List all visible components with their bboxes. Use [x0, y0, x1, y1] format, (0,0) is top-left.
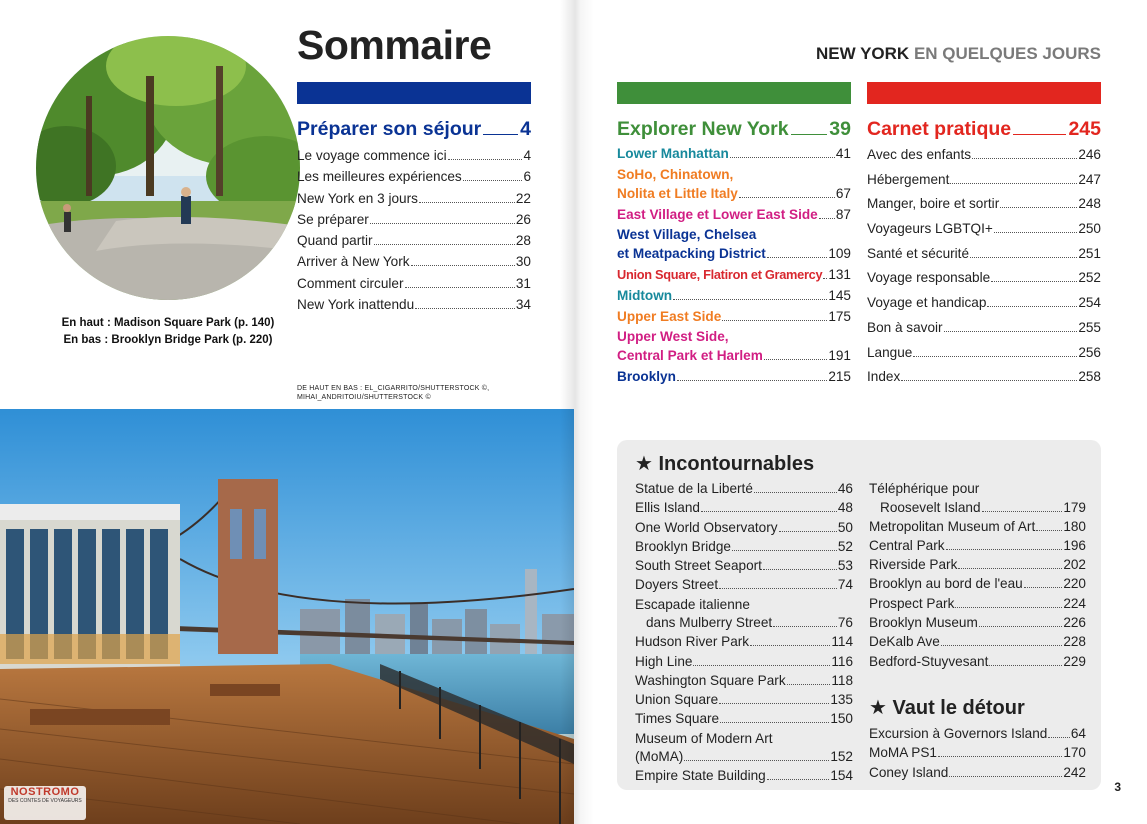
- toc-item-page: 26: [515, 211, 531, 227]
- toc-item-lower-manhattan[interactable]: [617, 146, 851, 167]
- toc-item-page: 250: [1078, 221, 1101, 237]
- preparer-list: [297, 148, 531, 318]
- toc-item[interactable]: [297, 254, 531, 275]
- toc-item-label: New York en 3 jours: [297, 190, 418, 206]
- toc-leader: [448, 159, 523, 160]
- toc-item[interactable]: [867, 320, 1101, 345]
- toc-leader: [1036, 530, 1062, 531]
- toc-item-page: 196: [1063, 537, 1086, 553]
- star-icon: ★: [869, 697, 887, 719]
- toc-item-label-line1: West Village, Chelsea: [617, 227, 757, 243]
- toc-item-label-line1: Escapade italienne: [635, 596, 750, 612]
- toc-item-label: New York inattendu: [297, 297, 415, 313]
- toc-item-page: 170: [1063, 745, 1086, 761]
- toc-item-union-square[interactable]: [617, 267, 851, 288]
- star-icon: ★: [635, 453, 653, 475]
- toc-leader: [941, 645, 1063, 646]
- toc-item[interactable]: [869, 538, 1086, 557]
- section-heading-page: 245: [1068, 118, 1101, 140]
- toc-item-page: 31: [515, 275, 531, 291]
- toc-item-page: 242: [1063, 764, 1086, 780]
- toc-item[interactable]: [869, 765, 1086, 784]
- toc-item-label: Hudson River Park: [635, 634, 750, 650]
- section-heading-page: 4: [520, 118, 531, 140]
- toc-item-label: Empire State Building: [635, 768, 766, 784]
- toc-item-label: DeKalb Ave: [869, 634, 940, 650]
- toc-item-page: 220: [1063, 576, 1086, 592]
- toc-item-label: Midtown: [617, 288, 673, 304]
- toc-leader: [374, 244, 515, 245]
- toc-leader: [719, 703, 829, 704]
- toc-item-label: High Line: [635, 653, 693, 669]
- toc-leader: [819, 218, 835, 219]
- toc-item[interactable]: [869, 615, 1086, 634]
- toc-leader: [779, 531, 837, 532]
- toc-leader: [673, 299, 827, 300]
- toc-item-page: 152: [830, 749, 853, 765]
- toc-item-page: 67: [835, 185, 851, 201]
- toc-leader: [684, 760, 829, 761]
- toc-item-label: Avec des enfants: [867, 147, 972, 162]
- toc-item-page: 154: [830, 768, 853, 784]
- toc-item-page: 248: [1078, 196, 1101, 212]
- toc-item-label-line1: Upper West Side,: [617, 329, 729, 345]
- toc-item-page: 109: [828, 246, 851, 262]
- toc-leader: [1000, 207, 1077, 208]
- toc-item-label: Brooklyn Museum: [869, 614, 978, 630]
- toc-item[interactable]: [867, 369, 1101, 394]
- toc-item-label-line2: Roosevelt Island: [880, 499, 981, 515]
- toc-leader: [946, 549, 1063, 550]
- toc-leader: [994, 232, 1078, 233]
- toc-item-label: Santé et sécurité: [867, 245, 970, 261]
- toc-item[interactable]: [635, 731, 853, 769]
- toc-item-label: Brooklyn Bridge: [635, 538, 731, 554]
- detour-list: [869, 726, 1086, 784]
- toc-item-page: 256: [1078, 344, 1101, 360]
- toc-item[interactable]: [297, 169, 531, 190]
- toc-leader: [982, 511, 1063, 512]
- toc-item-label: Doyers Street: [635, 577, 719, 593]
- photo-caption: [38, 315, 298, 349]
- incontournables-heading: [635, 451, 814, 476]
- section-heading-label: Carnet pratique: [867, 118, 1012, 140]
- toc-item[interactable]: [869, 745, 1086, 764]
- toc-item[interactable]: [867, 147, 1101, 172]
- toc-item-label: One World Observatory: [635, 519, 778, 535]
- incontournables-column-2: [869, 481, 1086, 673]
- toc-item-label-line2: et Meatpacking District: [617, 246, 766, 262]
- toc-item-page: 150: [830, 711, 853, 727]
- toc-item[interactable]: [635, 711, 853, 730]
- caption-line-bottom: En bas : Brooklyn Bridge Park (p. 220): [63, 334, 273, 346]
- toc-item[interactable]: [867, 295, 1101, 320]
- toc-item-page: 114: [831, 634, 853, 650]
- toc-item-page: 191: [828, 348, 851, 364]
- toc-item-page: 258: [1078, 369, 1101, 385]
- toc-item-page: 247: [1078, 171, 1101, 187]
- detour-heading: [869, 695, 1025, 720]
- credit-line-2: MIHAI_ANDRITOIU/SHUTTERSTOCK ©: [297, 394, 431, 401]
- toc-item-page: 52: [837, 538, 853, 554]
- toc-leader: [949, 776, 1062, 777]
- toc-item-label: Se préparer: [297, 211, 369, 227]
- toc-leader: [720, 722, 829, 723]
- toc-item-label: Statue de la Liberté: [635, 481, 753, 496]
- toc-leader: [405, 287, 515, 288]
- toc-leader: [767, 257, 827, 258]
- section-heading-leader: [791, 134, 828, 135]
- toc-leader: [987, 306, 1077, 307]
- toc-item-label: Manger, boire et sortir: [867, 196, 1000, 212]
- toc-item[interactable]: [297, 297, 531, 318]
- toc-leader: [950, 183, 1077, 184]
- toc-item-label: Upper East Side: [617, 308, 722, 324]
- toc-item[interactable]: [635, 597, 853, 635]
- photo-credit: [297, 384, 489, 402]
- carnet-list: [867, 147, 1101, 394]
- toc-item-soho[interactable]: [617, 167, 851, 207]
- section-heading-leader: [1013, 134, 1066, 135]
- toc-item-page: 131: [828, 267, 851, 283]
- toc-item[interactable]: [297, 233, 531, 254]
- toc-item-page: 145: [828, 288, 851, 304]
- toc-item[interactable]: [869, 557, 1086, 576]
- page-number: 3: [1114, 780, 1121, 794]
- toc-item[interactable]: [635, 634, 853, 653]
- toc-item[interactable]: [867, 246, 1101, 271]
- toc-item[interactable]: [635, 692, 853, 711]
- toc-leader: [970, 257, 1077, 258]
- toc-leader: [913, 356, 1077, 357]
- toc-item[interactable]: [297, 212, 531, 233]
- toc-leader: [730, 157, 835, 158]
- toc-leader: [419, 202, 515, 203]
- toc-item[interactable]: [635, 539, 853, 558]
- toc-item-label: East Village et Lower East Side: [617, 206, 818, 222]
- running-header: [816, 44, 1101, 64]
- toc-item-label: Voyage responsable: [867, 270, 991, 286]
- toc-leader: [1024, 587, 1063, 588]
- toc-leader: [415, 308, 515, 309]
- toc-item[interactable]: [867, 345, 1101, 370]
- toc-item[interactable]: [635, 577, 853, 596]
- toc-item-page: 22: [515, 190, 531, 206]
- toc-item-page: 48: [837, 500, 853, 516]
- toc-item[interactable]: [867, 221, 1101, 246]
- section-heading-label: Préparer son séjour: [297, 118, 482, 140]
- toc-item-page: 28: [515, 233, 531, 249]
- toc-item-label: Times Square: [635, 711, 720, 727]
- toc-leader: [739, 197, 835, 198]
- toc-item-page: 41: [835, 146, 851, 161]
- toc-item-label: Brooklyn: [617, 369, 676, 385]
- toc-item-page: 135: [830, 692, 853, 708]
- blue-section-bar: [297, 82, 531, 104]
- toc-item-label: Washington Square Park: [635, 672, 786, 688]
- toc-leader: [767, 779, 830, 780]
- toc-item-label-line2: (MoMA): [635, 749, 684, 765]
- toc-item[interactable]: [867, 172, 1101, 197]
- toc-item-page: 202: [1063, 557, 1086, 573]
- toc-leader: [754, 492, 837, 493]
- section-heading-leader: [483, 134, 518, 135]
- toc-item-page: 224: [1063, 595, 1086, 611]
- toc-item-label: Excursion à Governors Island: [869, 726, 1048, 741]
- toc-item-label: Quand partir: [297, 233, 373, 249]
- toc-item[interactable]: [635, 558, 853, 577]
- toc-item[interactable]: [869, 726, 1086, 745]
- red-section-bar: [867, 82, 1101, 104]
- toc-item-page: 116: [831, 653, 853, 669]
- running-header-sub: EN QUELQUES JOURS: [913, 44, 1101, 63]
- toc-item-page: 64: [1070, 726, 1086, 741]
- toc-item-label: Metropolitan Museum of Art: [869, 518, 1036, 534]
- toc-item-label: Le voyage commence ici: [297, 148, 447, 163]
- toc-item[interactable]: [867, 196, 1101, 221]
- nostromo-logo: [4, 786, 86, 820]
- toc-item-label: Comment circuler: [297, 275, 404, 291]
- section-heading-carnet[interactable]: [867, 118, 1101, 141]
- toc-item[interactable]: [297, 276, 531, 297]
- toc-item-brooklyn[interactable]: [617, 369, 851, 390]
- toc-leader: [750, 645, 830, 646]
- toc-item[interactable]: [297, 191, 531, 212]
- toc-item-page: 251: [1078, 245, 1101, 261]
- toc-item-label: Voyage et handicap: [867, 295, 987, 311]
- toc-item-label: Coney Island: [869, 764, 949, 780]
- toc-item-midtown[interactable]: [617, 288, 851, 309]
- toc-leader: [979, 626, 1063, 627]
- toc-leader: [732, 550, 837, 551]
- toc-item-page: 228: [1063, 634, 1086, 650]
- page-title: Sommaire: [297, 22, 492, 68]
- toc-item-page: 50: [837, 519, 853, 535]
- toc-leader: [972, 158, 1077, 159]
- toc-leader: [677, 380, 827, 381]
- toc-item-label: Langue: [867, 344, 913, 360]
- toc-leader: [955, 607, 1062, 608]
- toc-item-label-line1: Téléphérique pour: [869, 481, 980, 496]
- toc-item-page: 34: [515, 297, 531, 313]
- toc-item-page: 255: [1078, 319, 1101, 335]
- toc-item-page: 4: [523, 148, 531, 163]
- toc-item-label: Brooklyn au bord de l'eau: [869, 576, 1023, 592]
- toc-leader: [823, 278, 827, 279]
- toc-leader: [944, 331, 1078, 332]
- toc-item-page: 76: [837, 615, 853, 631]
- toc-item-label: Lower Manhattan: [617, 146, 729, 161]
- toc-item[interactable]: [869, 481, 1086, 519]
- toc-item-page: 6: [523, 169, 531, 185]
- toc-leader: [958, 568, 1062, 569]
- section-heading-preparer[interactable]: [297, 118, 531, 141]
- toc-item-label: Index: [867, 369, 901, 385]
- toc-item-label: Union Square: [635, 692, 719, 708]
- toc-item-label-line2: Central Park et Harlem: [617, 348, 763, 364]
- toc-item[interactable]: [867, 270, 1101, 295]
- toc-item-label: Central Park: [869, 537, 945, 553]
- madison-square-park-photo: [36, 36, 300, 300]
- toc-item-west-village[interactable]: [617, 227, 851, 267]
- toc-item[interactable]: [869, 634, 1086, 653]
- toc-item-page: 118: [831, 672, 853, 688]
- credit-line-1: DE HAUT EN BAS : EL_CIGARRITO/SHUTTERSTOCK ©,: [297, 385, 490, 392]
- toc-item-page: 215: [828, 369, 851, 385]
- toc-item[interactable]: [635, 768, 853, 787]
- toc-item-page: 226: [1063, 614, 1086, 630]
- toc-leader: [411, 265, 515, 266]
- toc-item-page: 30: [515, 254, 531, 270]
- explorer-list: [617, 146, 851, 390]
- toc-item[interactable]: [297, 148, 531, 169]
- caption-line-top: En haut : Madison Square Park (p. 140): [61, 317, 275, 329]
- toc-item-label: Voyageurs LGBTQI+: [867, 221, 993, 237]
- toc-leader: [1048, 737, 1070, 738]
- toc-item-label: Prospect Park: [869, 595, 955, 611]
- toc-item[interactable]: [635, 481, 853, 500]
- toc-item[interactable]: [635, 654, 853, 673]
- toc-item-page: 74: [837, 577, 853, 593]
- incontournables-title: Incontournables: [658, 453, 815, 475]
- toc-item-label-line1: SoHo, Chinatown,: [617, 166, 734, 182]
- toc-leader: [901, 380, 1077, 381]
- section-heading-label: Explorer New York: [617, 118, 789, 140]
- toc-item[interactable]: [635, 673, 853, 692]
- toc-item-label: Bedford-Stuyvesant: [869, 653, 989, 669]
- toc-leader: [764, 359, 827, 360]
- toc-item-upper-west-side[interactable]: [617, 329, 851, 369]
- toc-leader: [701, 511, 837, 512]
- section-heading-page: 39: [829, 118, 851, 140]
- toc-leader: [693, 665, 830, 666]
- toc-leader: [763, 569, 837, 570]
- toc-leader: [370, 223, 515, 224]
- toc-item-page: 53: [837, 558, 853, 574]
- toc-item[interactable]: [869, 596, 1086, 615]
- incontournables-column-1: [635, 481, 853, 788]
- toc-leader: [463, 180, 523, 181]
- logo-tagline: DES CONTES DE VOYAGEURS: [8, 798, 82, 804]
- running-header-main: NEW YORK: [816, 44, 910, 63]
- toc-item-page: 179: [1063, 499, 1086, 515]
- toc-item-label-line2: dans Mulberry Street: [646, 615, 773, 631]
- toc-item[interactable]: [869, 519, 1086, 538]
- toc-item[interactable]: [869, 576, 1086, 595]
- toc-item-label: South Street Seaport: [635, 558, 762, 574]
- toc-item-page: 254: [1078, 295, 1101, 311]
- toc-item-label: Arriver à New York: [297, 254, 410, 270]
- toc-item-label: Union Square, Flatiron et Gramercy: [617, 267, 823, 283]
- toc-item-east-village[interactable]: [617, 207, 851, 228]
- toc-item-label: Ellis Island: [635, 500, 700, 516]
- toc-item-label: Bon à savoir: [867, 319, 943, 335]
- toc-item-label: Riverside Park: [869, 557, 958, 573]
- toc-leader: [719, 588, 837, 589]
- toc-item-page: 87: [835, 206, 851, 222]
- toc-leader: [991, 281, 1077, 282]
- toc-item-page: 46: [837, 481, 853, 496]
- toc-item-upper-east-side[interactable]: [617, 309, 851, 330]
- toc-item-label-line2: Nolita et Little Italy: [617, 185, 738, 201]
- logo-name: NOSTROMO: [10, 786, 80, 798]
- detour-title: Vaut le détour: [892, 697, 1025, 719]
- toc-item-page: 180: [1063, 518, 1086, 534]
- toc-leader: [787, 684, 831, 685]
- toc-leader: [722, 320, 827, 321]
- section-heading-explorer[interactable]: [617, 118, 851, 141]
- toc-item-label-line1: Museum of Modern Art: [635, 730, 773, 746]
- toc-item-page: 246: [1078, 147, 1101, 162]
- toc-item-label: MoMA PS1: [869, 745, 937, 761]
- toc-item-page: 175: [828, 308, 851, 324]
- toc-item-page: 252: [1078, 270, 1101, 286]
- toc-item[interactable]: [635, 500, 853, 519]
- brooklyn-bridge-park-photo: [0, 409, 574, 824]
- toc-item-page: 229: [1063, 653, 1086, 669]
- toc-item[interactable]: [635, 520, 853, 539]
- toc-item-label: Les meilleures expériences: [297, 169, 462, 185]
- toc-leader: [773, 626, 837, 627]
- toc-item-label: Hébergement: [867, 171, 950, 187]
- toc-leader: [989, 665, 1062, 666]
- green-section-bar: [617, 82, 851, 104]
- toc-leader: [938, 756, 1062, 757]
- toc-item[interactable]: [869, 654, 1086, 673]
